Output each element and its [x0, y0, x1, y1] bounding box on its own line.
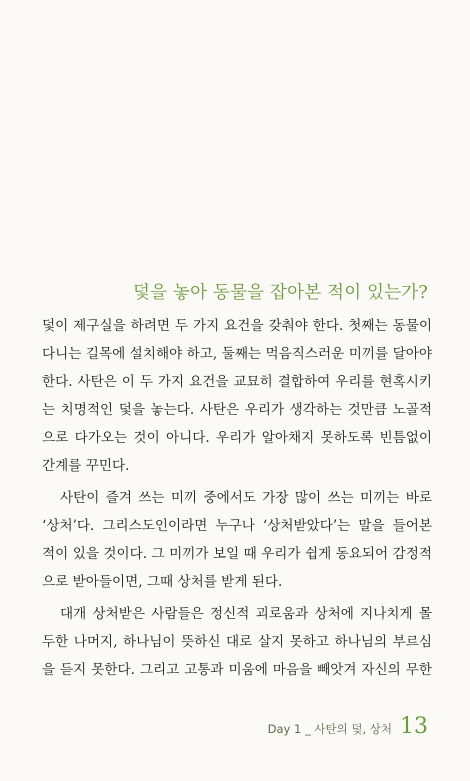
paragraph-line: 으로 다가오는 것이 아니다. 우리가 알아채지 못하도록 빈틈없이: [42, 430, 432, 446]
paragraph-2: [42, 484, 432, 596]
paragraph-line: 을 듣지 못한다. 그리고 고통과 미움에 마음을 빼앗겨 자신의 무한: [42, 662, 432, 678]
section-heading: 덫을 놓아 동물을 잡아본 적이 있는가?: [133, 283, 428, 303]
paragraph-1: [42, 312, 432, 480]
paragraph-line: 다니는 길목에 설치해야 하고, 둘째는 먹음직스러운 미끼를 달아야: [42, 346, 432, 362]
page-number: 13: [400, 714, 428, 739]
page-footer: [268, 714, 428, 739]
running-footer-label: Day 1 _ 사탄의 덫, 상처: [267, 722, 392, 736]
paragraph-line: 간계를 꾸민다.: [42, 458, 130, 474]
paragraph-line: 덫이 제구실을 하려면 두 가지 요건을 갖춰야 한다. 첫째는 동물이: [42, 318, 432, 334]
paragraph-line: 사탄이 즐겨 쓰는 미끼 중에서도 가장 많이 쓰는 미끼는 바로: [60, 490, 432, 506]
paragraph-line: ‘상처’다. 그리스도인이라면 누구나 ‘상처받았다’는 말을 들어본: [42, 518, 432, 534]
paragraph-line: 두한 나머지, 하나님이 뜻하신 대로 살지 못하고 하나님의 부르심: [42, 634, 432, 650]
paragraph-line: 적이 있을 것이다. 그 미끼가 보일 때 우리가 쉽게 동요되어 감정적: [42, 546, 432, 562]
paragraph-line: 대개 상처받은 사람들은 정신적 괴로움과 상처에 지나치게 몰: [60, 606, 432, 622]
paragraph-line: 는 치명적인 덫을 놓는다. 사탄은 우리가 생각하는 것만큼 노골적: [42, 402, 432, 418]
paragraph-line: 한다. 사탄은 이 두 가지 요건을 교묘히 결합하여 우리를 현혹시키: [42, 374, 432, 390]
paragraph-3: [42, 600, 432, 684]
body-text: [42, 312, 432, 684]
paragraph-line: 으로 받아들이면, 그때 상처를 받게 된다.: [42, 574, 283, 590]
